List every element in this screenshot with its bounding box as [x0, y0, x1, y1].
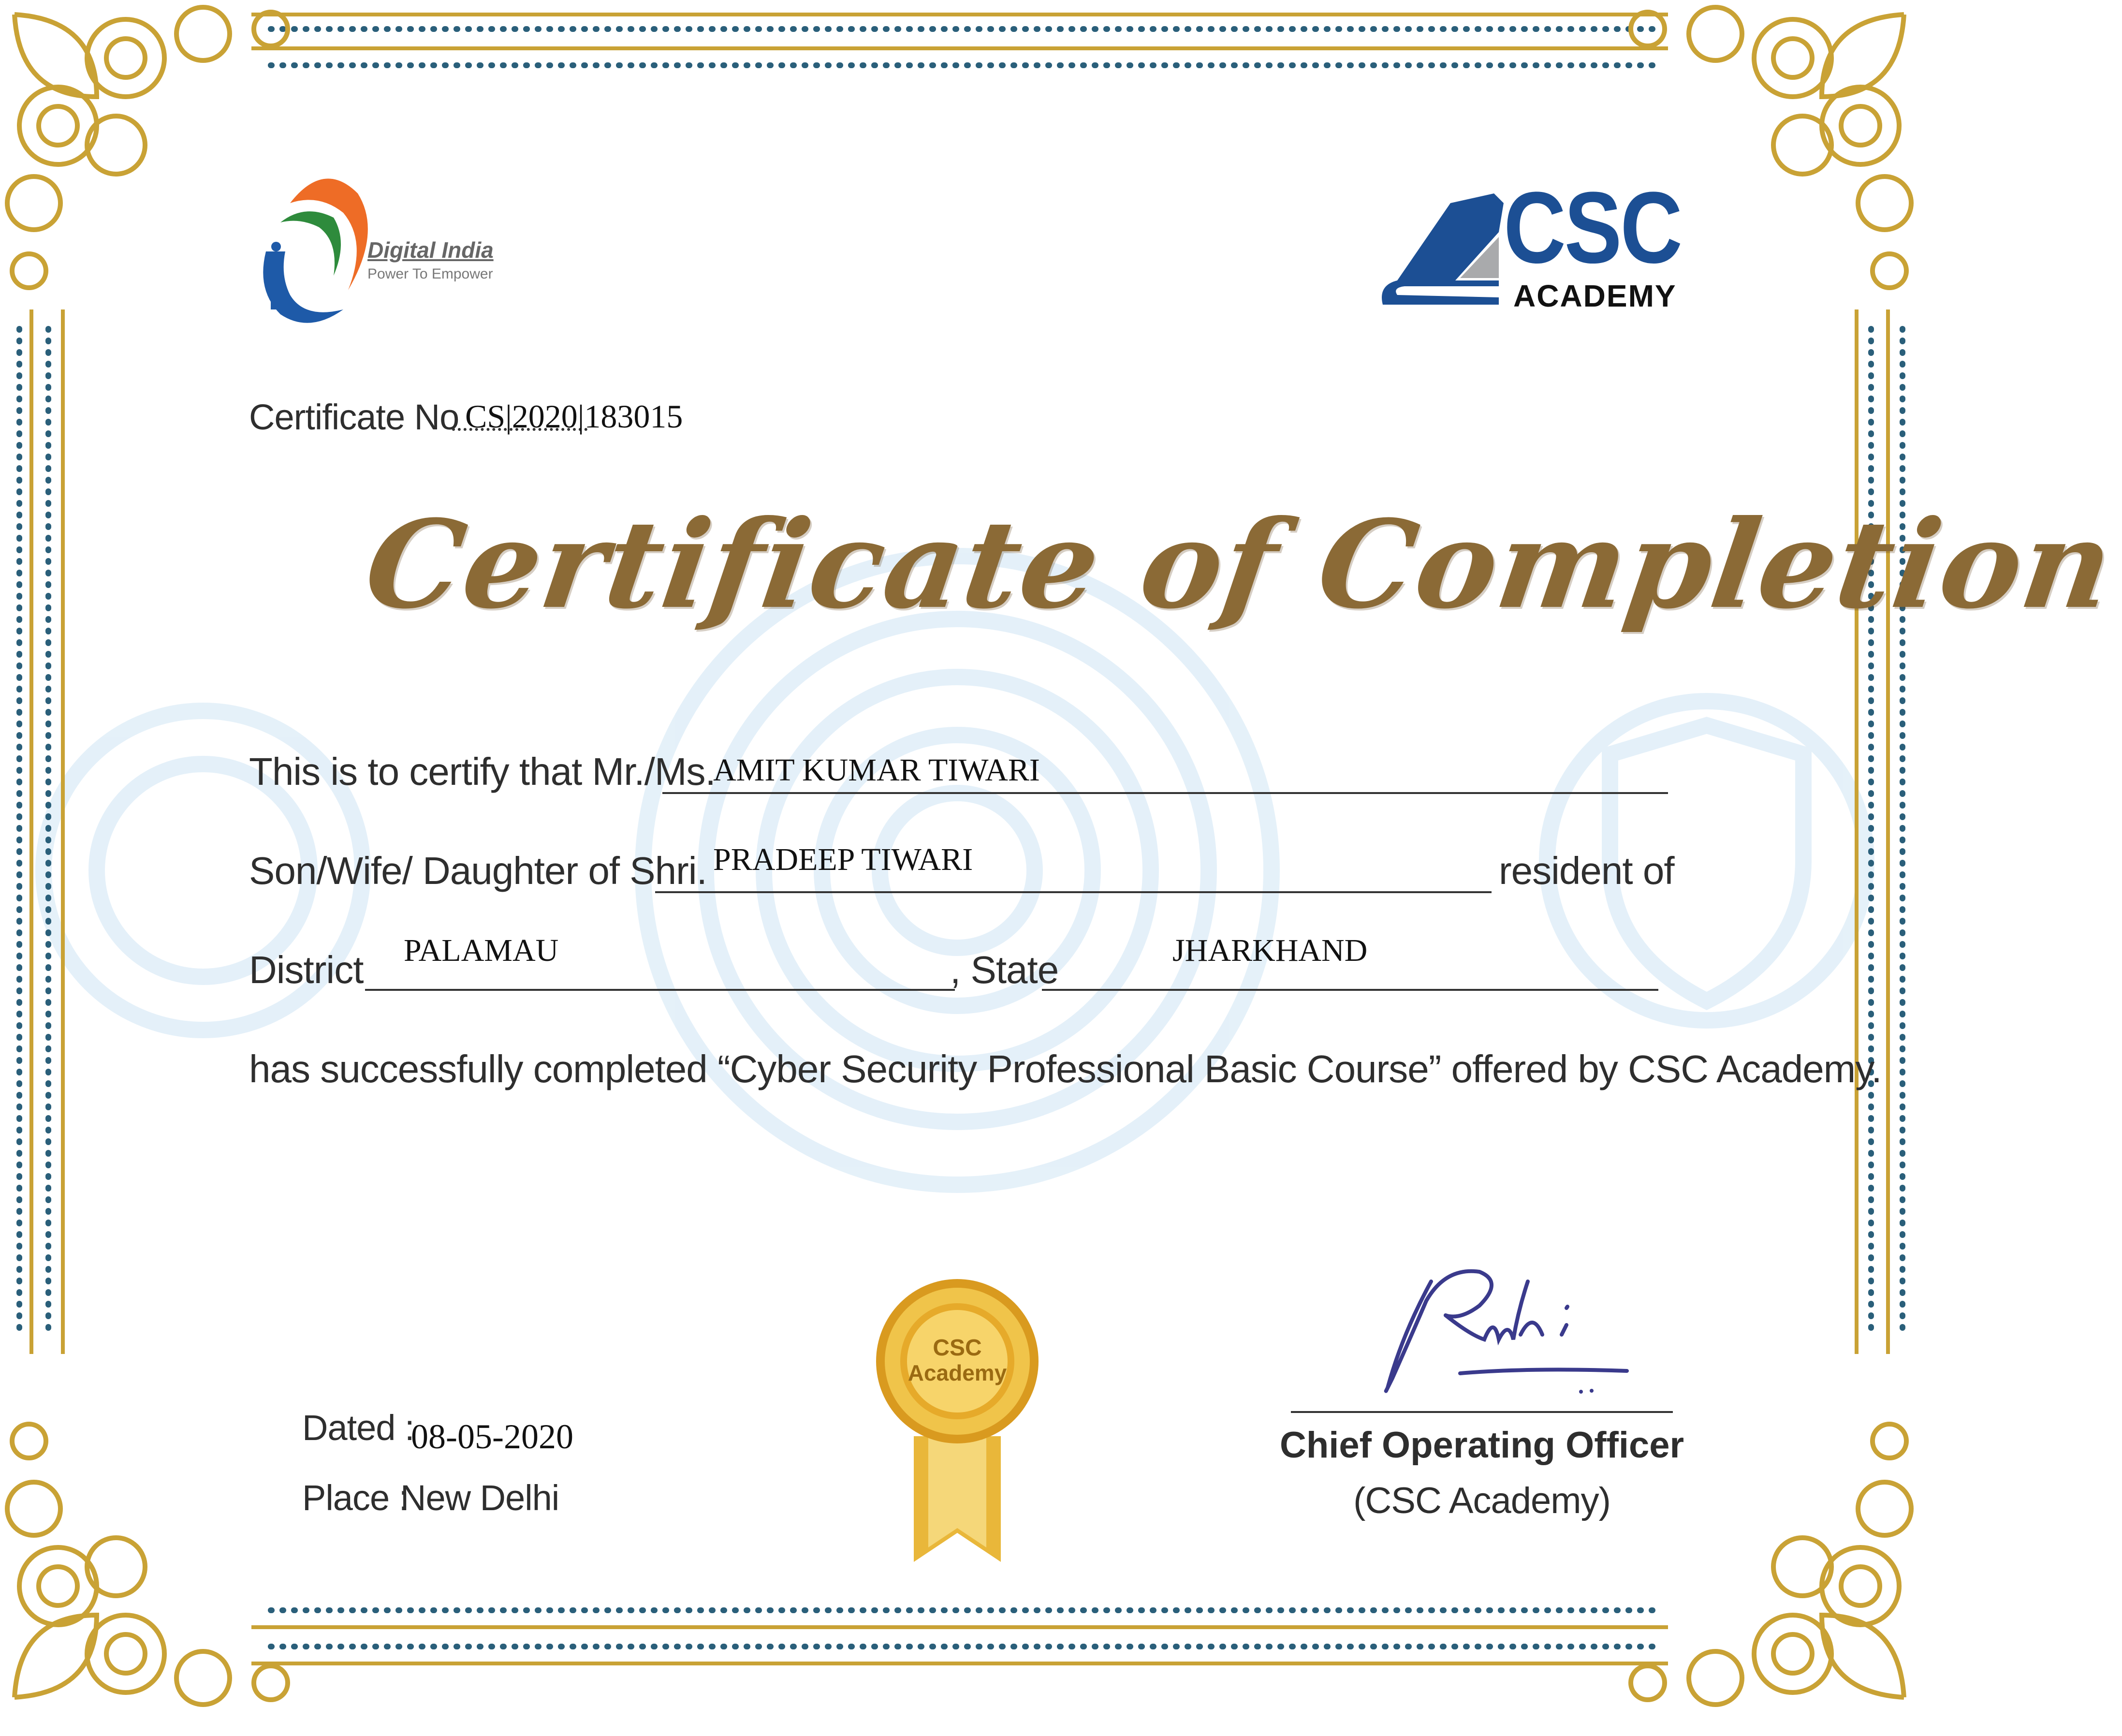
resident-label: resident of [1499, 849, 1674, 892]
seal-text-academy: Academy [907, 1360, 1007, 1385]
certificate-number-value: CS|2020|183015 [465, 398, 683, 435]
district-underline [365, 989, 955, 991]
place-value: New Delhi [400, 1478, 559, 1518]
csc-subtitle: ACADEMY [1513, 279, 1677, 313]
corner-ornament-bottom-left [7, 1424, 288, 1705]
name-underline [662, 792, 1668, 794]
district-label: District [249, 948, 364, 991]
signature-line [1291, 1411, 1673, 1413]
date-value: 08-05-2020 [411, 1417, 573, 1456]
certify-label: This is to certify that Mr./Ms. [249, 750, 716, 793]
csc-academy-seal [875, 1277, 1039, 1567]
parent-underline [655, 891, 1492, 893]
csc-academy-logo [1378, 171, 1681, 314]
digital-india-tagline: Power To Empower [367, 266, 493, 282]
corner-ornament-bottom-right [1631, 1424, 1911, 1705]
state-label: , State [950, 948, 1059, 991]
completion-statement: has successfully completed “Cyber Security Professional Basic Course” offered by CSC Academy. [249, 1047, 1882, 1090]
district-value: PALAMAU [404, 933, 559, 968]
corner-ornament-top-left [7, 7, 288, 288]
seal-text-csc: CSC [933, 1335, 982, 1361]
digital-india-logo [251, 164, 522, 329]
recipient-name: AMIT KUMAR TIWARI [713, 752, 1040, 788]
dated-label: Dated : [302, 1408, 414, 1448]
signatory-org: (CSC Academy) [1353, 1480, 1610, 1521]
parent-label: Son/Wife/ Daughter of Shri. [249, 849, 707, 892]
seal-graphic [875, 1277, 1039, 1567]
digital-india-emblem-icon [251, 164, 367, 329]
certificate-number-label: Certificate No [249, 397, 459, 437]
certificate-title: Certificate of Completion [357, 493, 2122, 635]
signatory-title: Chief Operating Officer [1279, 1425, 1684, 1466]
place-label: Place : [302, 1478, 409, 1518]
state-underline [1042, 989, 1658, 991]
signature [1373, 1262, 1644, 1402]
state-value: JHARKHAND [1172, 933, 1368, 968]
digital-india-name: Digital India [367, 237, 494, 263]
parent-name: PRADEEP TIWARI [713, 842, 973, 877]
book-stack-icon [1378, 174, 1513, 314]
csc-wordmark: CSC [1504, 171, 1681, 284]
